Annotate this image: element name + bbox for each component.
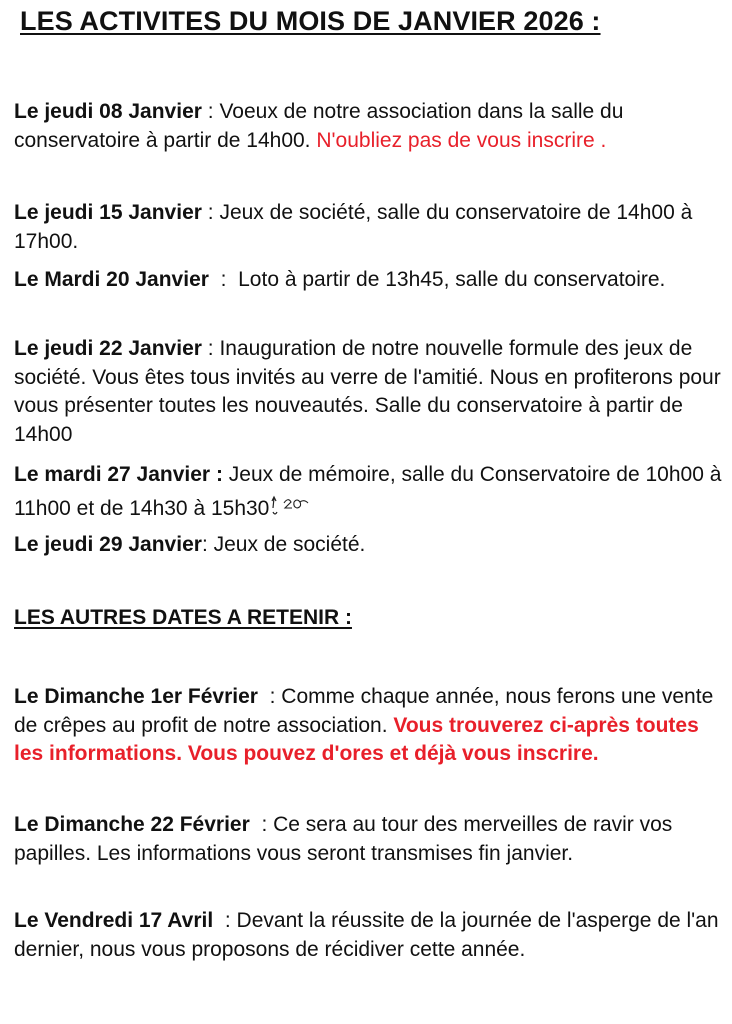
event-date: Le mardi 27 Janvier : <box>14 463 223 486</box>
event-date: Le jeudi 15 Janvier <box>14 201 202 224</box>
event-date: Le Mardi 20 Janvier <box>14 268 209 291</box>
event-separator: : <box>213 909 237 932</box>
event-description: Jeux de société. <box>213 533 366 556</box>
event-jan-08 <box>14 98 726 155</box>
handwritten-scribble-icon <box>270 490 310 529</box>
event-description: Loto à partir de 13h45, salle du conservatoire. <box>238 268 666 291</box>
event-separator: : <box>201 337 220 360</box>
event-description: Comme chaque année, nous ferons une vente de crêpes au profit de notre association. <box>14 685 714 737</box>
event-date: Le jeudi 29 Janvier <box>14 533 202 556</box>
event-jan-22 <box>14 335 726 449</box>
event-jan-15 <box>14 199 726 256</box>
event-feb-22 <box>14 811 726 868</box>
event-description: Ce sera au tour des merveilles de ravir vos papilles. Les informations vous seront transmises fin janvier. <box>14 813 673 865</box>
event-separator: : <box>201 201 220 224</box>
other-dates-heading: LES AUTRES DATES A RETENIR : <box>14 606 352 629</box>
event-separator: : <box>249 813 274 836</box>
event-feb-01 <box>14 683 726 769</box>
event-separator: : <box>208 268 239 291</box>
event-date: Le jeudi 22 Janvier <box>14 337 202 360</box>
event-description: Voeux de notre association dans la salle du conservatoire à partir de 14h00. <box>14 100 624 152</box>
event-description: Jeux de mémoire, salle du Conservatoire de 10h00 à 11h00 et de 14h30 à 15h30 <box>14 463 722 520</box>
event-separator: : <box>201 100 220 123</box>
event-description: Jeux de société, salle du conservatoire de 14h00 à 17h00. <box>14 201 693 253</box>
event-description: Devant la réussite de la journée de l'asperge de l'an dernier, nous vous proposons de récidiver cette année. <box>14 909 719 961</box>
event-date: Le Dimanche 22 Février <box>14 813 250 836</box>
event-jan-27 <box>14 461 726 528</box>
event-jan-20 <box>14 266 726 295</box>
event-description: Inauguration de notre nouvelle formule des jeux de société. Vous êtes tous invités au verre de l'amitié. Nous en profiterons pour vous présenter toutes les nouveautés. Salle du conservatoire à partir de 14h00 <box>14 337 721 446</box>
event-date: Le Vendredi 17 Avril <box>14 909 214 932</box>
event-apr-17 <box>14 907 726 964</box>
event-reminder: Vous trouverez ci-après toutes les informations. Vous pouvez d'ores et déjà vous inscrire. <box>14 713 699 765</box>
event-jan-29 <box>14 531 726 560</box>
event-separator: : <box>257 685 282 708</box>
event-date: Le jeudi 08 Janvier <box>14 100 202 123</box>
event-reminder: N'oubliez pas de vous inscrire . <box>316 128 607 152</box>
event-date: Le Dimanche 1er Février <box>14 685 258 708</box>
event-separator: : <box>201 533 214 556</box>
page-title: LES ACTIVITES DU MOIS DE JANVIER 2026 : <box>20 6 601 36</box>
